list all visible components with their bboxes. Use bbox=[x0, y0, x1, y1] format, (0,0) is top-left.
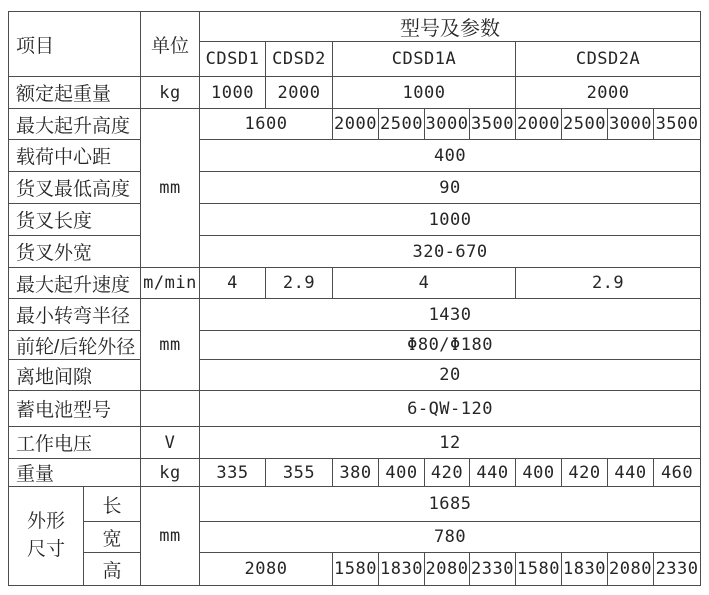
value-cell: 2000 bbox=[266, 77, 333, 109]
value-cell: 335 bbox=[200, 459, 266, 487]
value-cell: 1830 bbox=[562, 553, 608, 586]
value-cell: 2500 bbox=[379, 109, 425, 140]
value-cell: 1000 bbox=[200, 77, 266, 109]
value-cell: 1580 bbox=[333, 553, 379, 586]
row-min-turning-radius bbox=[9, 299, 701, 331]
row-fork-outer-width bbox=[9, 236, 701, 268]
row-label: 载荷中心距 bbox=[9, 140, 141, 172]
value-cell: 320-670 bbox=[200, 236, 701, 268]
row-label: 货叉长度 bbox=[9, 204, 141, 236]
value-cell: 420 bbox=[425, 459, 470, 487]
value-cell: 400 bbox=[200, 140, 701, 172]
row-dimension-width bbox=[9, 522, 701, 553]
value-cell: 420 bbox=[562, 459, 608, 487]
header-item: 项目 bbox=[9, 12, 141, 77]
row-load-center-distance bbox=[9, 140, 701, 172]
unit-cell: kg bbox=[141, 77, 200, 109]
value-cell: 1580 bbox=[516, 553, 562, 586]
row-label: 重量 bbox=[9, 459, 141, 487]
value-cell: 2500 bbox=[562, 109, 608, 140]
value-cell: 440 bbox=[608, 459, 654, 487]
value-cell: 2.9 bbox=[516, 268, 701, 299]
value-cell: 400 bbox=[516, 459, 562, 487]
row-fork-min-height bbox=[9, 172, 701, 204]
unit-cell-mm: mm bbox=[141, 487, 200, 586]
value-cell: 380 bbox=[333, 459, 379, 487]
value-cell: 1685 bbox=[200, 487, 701, 522]
unit-cell: kg bbox=[141, 459, 200, 487]
value-cell: 90 bbox=[200, 172, 701, 204]
value-cell: 440 bbox=[470, 459, 516, 487]
row-max-lift-speed bbox=[9, 268, 701, 299]
header-models-title: 型号及参数 bbox=[200, 12, 701, 42]
row-sublabel-width: 宽 bbox=[84, 522, 141, 553]
value-cell: 1600 bbox=[200, 109, 333, 140]
row-label: 最小转弯半径 bbox=[9, 299, 141, 331]
row-label: 货叉外宽 bbox=[9, 236, 141, 268]
header-row-1 bbox=[9, 12, 701, 42]
unit-cell-empty bbox=[141, 391, 200, 427]
row-battery-model bbox=[9, 391, 701, 427]
value-cell: 4 bbox=[333, 268, 516, 299]
value-cell: 1000 bbox=[333, 77, 516, 109]
value-cell: 2330 bbox=[654, 553, 701, 586]
row-ground-clearance bbox=[9, 360, 701, 391]
row-label: 工作电压 bbox=[9, 427, 141, 459]
value-cell: 2080 bbox=[200, 553, 333, 586]
value-cell: 3000 bbox=[425, 109, 470, 140]
row-label: 额定起重量 bbox=[9, 77, 141, 109]
value-cell: 1830 bbox=[379, 553, 425, 586]
row-label: 最大起升高度 bbox=[9, 109, 141, 140]
row-sublabel-height: 高 bbox=[84, 553, 141, 586]
value-cell: 3000 bbox=[608, 109, 654, 140]
unit-cell-mm: mm bbox=[141, 109, 200, 268]
header-model-cdsd2: CDSD2 bbox=[266, 42, 333, 77]
row-label: 蓄电池型号 bbox=[9, 391, 141, 427]
unit-cell: V bbox=[141, 427, 200, 459]
unit-cell-mm: mm bbox=[141, 299, 200, 391]
spec-table bbox=[8, 11, 701, 586]
unit-cell: m/min bbox=[141, 268, 200, 299]
row-max-lift-height bbox=[9, 109, 701, 140]
row-fork-length bbox=[9, 204, 701, 236]
row-dimension-length bbox=[9, 487, 701, 522]
value-cell: 400 bbox=[379, 459, 425, 487]
value-cell: Φ80/Φ180 bbox=[200, 331, 701, 360]
row-weight bbox=[9, 459, 701, 487]
header-unit: 单位 bbox=[141, 12, 200, 77]
row-rated-capacity bbox=[9, 77, 701, 109]
value-cell: 2000 bbox=[516, 77, 701, 109]
row-dimension-height bbox=[9, 553, 701, 586]
value-cell: 2.9 bbox=[266, 268, 333, 299]
value-cell: 12 bbox=[200, 427, 701, 459]
value-cell: 780 bbox=[200, 522, 701, 553]
row-label-overall-dimensions: 外形尺寸 bbox=[9, 487, 84, 586]
value-cell: 2000 bbox=[333, 109, 379, 140]
value-cell: 355 bbox=[266, 459, 333, 487]
value-cell: 460 bbox=[654, 459, 701, 487]
row-label: 最大起升速度 bbox=[9, 268, 141, 299]
row-label: 货叉最低高度 bbox=[9, 172, 141, 204]
header-model-cdsd1: CDSD1 bbox=[200, 42, 266, 77]
value-cell: 2000 bbox=[516, 109, 562, 140]
value-cell: 4 bbox=[200, 268, 266, 299]
value-cell: 20 bbox=[200, 360, 701, 391]
value-cell: 2080 bbox=[608, 553, 654, 586]
value-cell: 1430 bbox=[200, 299, 701, 331]
header-model-cdsd2a: CDSD2A bbox=[516, 42, 701, 77]
value-cell: 6-QW-120 bbox=[200, 391, 701, 427]
row-sublabel-length: 长 bbox=[84, 487, 141, 522]
value-cell: 3500 bbox=[470, 109, 516, 140]
row-wheel-outer-diameter bbox=[9, 331, 701, 360]
header-model-cdsd1a: CDSD1A bbox=[333, 42, 516, 77]
value-cell: 3500 bbox=[654, 109, 701, 140]
row-working-voltage bbox=[9, 427, 701, 459]
value-cell: 1000 bbox=[200, 204, 701, 236]
row-label: 离地间隙 bbox=[9, 360, 141, 391]
row-label: 前轮/后轮外径 bbox=[9, 331, 141, 360]
value-cell: 2080 bbox=[425, 553, 470, 586]
value-cell: 2330 bbox=[470, 553, 516, 586]
